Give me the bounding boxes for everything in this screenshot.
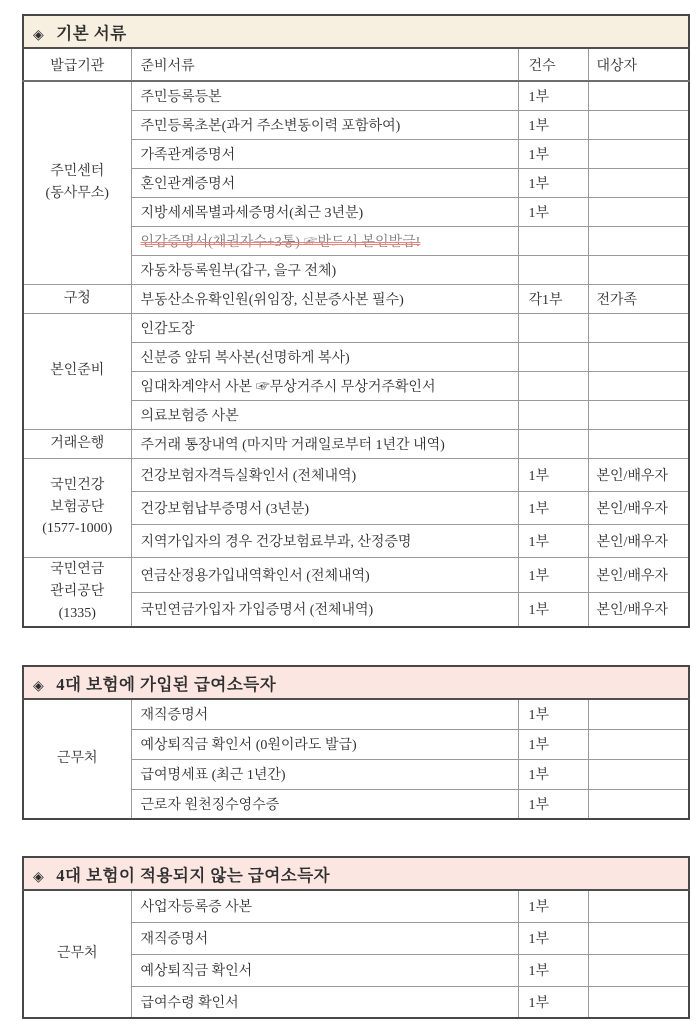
target-cell: [588, 986, 689, 1018]
document-cell: [131, 81, 518, 110]
column-header-count: 건수: [518, 48, 588, 81]
target-cell: 본인/배우자: [588, 557, 689, 592]
agency-cell: [23, 284, 131, 313]
count-cell: [518, 429, 588, 458]
document-cell: [131, 922, 518, 954]
target-cell: [588, 954, 689, 986]
count-cell: 1부: [518, 491, 588, 524]
basic-documents-body: [23, 81, 689, 627]
target-cell: [588, 429, 689, 458]
section-title: 4대 보험에 가입된 급여소득자: [56, 674, 277, 694]
agency-line: (1577-1000): [42, 521, 113, 537]
target-cell: [588, 371, 689, 400]
agency-line: 관리공단: [50, 583, 105, 599]
document-cell: [131, 789, 518, 819]
agency-cell: [23, 313, 131, 429]
document-label: 지역가입자의 경우 건강보험료부과, 산정증명: [140, 534, 412, 550]
document-cell: [131, 284, 518, 313]
agency-line: 거래은행: [50, 435, 105, 451]
document-label: 인감도장: [140, 321, 195, 337]
count-cell: 1부: [518, 524, 588, 557]
agency-line: 국민연금: [50, 562, 105, 578]
document-cell: [131, 168, 518, 197]
target-cell: [588, 255, 689, 284]
document-label: 급여수령 확인서: [140, 995, 239, 1011]
count-cell: 1부: [518, 139, 588, 168]
document-cell: [131, 986, 518, 1018]
count-cell: 1부: [518, 789, 588, 819]
target-cell: [588, 922, 689, 954]
document-label: 지방세세목별과세증명서(최근 3년분): [140, 205, 364, 221]
count-cell: [518, 342, 588, 371]
table-row: [23, 458, 689, 491]
document-cell: [131, 226, 518, 255]
target-cell: [588, 168, 689, 197]
count-cell: 1부: [518, 592, 588, 627]
document-label: 주거래 통장내역 (마지막 거래일로부터 1년간 내역): [140, 437, 445, 453]
table-row: [23, 313, 689, 342]
section-header-cell: [23, 15, 689, 48]
agency-line: (동사무소): [45, 185, 109, 201]
count-cell: [518, 226, 588, 255]
table-row: [23, 81, 689, 110]
document-label: 건강보험납부증명서 (3년분): [140, 501, 310, 517]
document-cell: [131, 458, 518, 491]
uninsured-salary-earner-table: [22, 856, 690, 1019]
document-cell: [131, 557, 518, 592]
table-row: [23, 557, 689, 592]
agency-cell: [23, 890, 131, 1018]
document-label: 연금산정용가입내역확인서 (전체내역): [140, 568, 370, 584]
document-cell: [131, 110, 518, 139]
target-cell: [588, 139, 689, 168]
document-label: 신분증 앞뒤 복사본(선명하게 복사): [140, 350, 350, 366]
document-label: 재직증명서: [140, 708, 209, 724]
count-cell: [518, 255, 588, 284]
section-title: 기본 서류: [56, 23, 127, 43]
count-cell: 1부: [518, 890, 588, 922]
document-label: 급여명세표 (최근 1년간): [140, 768, 286, 783]
diamond-icon: ◈: [33, 26, 44, 43]
count-cell: 1부: [518, 110, 588, 139]
agency-line: (1335): [58, 605, 96, 621]
count-cell: 1부: [518, 986, 588, 1018]
document-label: 부동산소유확인원(위임장, 신분증사본 필수): [140, 292, 404, 308]
agency-cell: [23, 81, 131, 284]
agency-line: 본인준비: [50, 363, 105, 379]
document-label: 사업자등록증 사본: [140, 900, 253, 916]
agency-cell: [23, 458, 131, 557]
document-cell: [131, 313, 518, 342]
target-cell: [588, 789, 689, 819]
document-cell: [131, 759, 518, 789]
table-row: [23, 284, 689, 313]
document-cell: [131, 371, 518, 400]
count-cell: 1부: [518, 954, 588, 986]
document-label: 주민등록등본: [140, 89, 222, 105]
agency-cell: [23, 429, 131, 458]
target-cell: [588, 759, 689, 789]
count-cell: 1부: [518, 168, 588, 197]
table-row: [23, 699, 689, 729]
table-row: [23, 890, 689, 922]
section-header-cell: [23, 666, 689, 699]
count-cell: 1부: [518, 922, 588, 954]
section-title: 4대 보험이 적용되지 않는 급여소득자: [56, 865, 331, 885]
agency-line: 근무처: [56, 751, 98, 767]
document-cell: [131, 699, 518, 729]
target-cell: 본인/배우자: [588, 491, 689, 524]
basic-documents-table: [22, 14, 690, 628]
target-cell: 본인/배우자: [588, 458, 689, 491]
column-header-documents: 준비서류: [131, 48, 518, 81]
count-cell: 1부: [518, 197, 588, 226]
count-cell: [518, 313, 588, 342]
document-cell: [131, 729, 518, 759]
insured-salary-earner-table: [22, 665, 690, 820]
document-label: 예상퇴직금 확인서 (0원이라도 발급): [140, 738, 357, 753]
section-header-row: [23, 857, 689, 890]
count-cell: 1부: [518, 557, 588, 592]
agency-cell: [23, 557, 131, 627]
agency-line: 주민센터: [50, 164, 105, 180]
document-cell: [131, 491, 518, 524]
count-cell: [518, 371, 588, 400]
count-cell: 1부: [518, 729, 588, 759]
document-cell: [131, 890, 518, 922]
document-label: 건강보험자격득실확인서 (전체내역): [140, 468, 357, 484]
document-label: 가족관계증명서: [140, 147, 236, 163]
target-cell: [588, 890, 689, 922]
section-header-row: [23, 15, 689, 48]
document-cell: [131, 400, 518, 429]
target-cell: [588, 110, 689, 139]
document-label: 국민연금가입자 가입증명서 (전체내역): [140, 603, 374, 619]
document-label: 예상퇴직금 확인서: [140, 964, 253, 979]
document-cell: [131, 197, 518, 226]
agency-line: 근무처: [56, 946, 98, 962]
document-cell: [131, 524, 518, 557]
table-row: [23, 429, 689, 458]
column-header-target: 대상자: [588, 48, 689, 81]
document-label-struck: 인감증명서(채권자수+3통) ☞반드시 본인발급!: [140, 234, 421, 250]
document-label: 근로자 원천징수영수증: [140, 797, 280, 813]
document-cell: [131, 954, 518, 986]
target-cell: [588, 197, 689, 226]
section-header-cell: [23, 857, 689, 890]
target-cell: [588, 699, 689, 729]
target-cell: 전가족: [588, 284, 689, 313]
target-cell: [588, 81, 689, 110]
document-cell: [131, 255, 518, 284]
document-cell: [131, 342, 518, 371]
target-cell: [588, 729, 689, 759]
count-cell: [518, 400, 588, 429]
document-cell: [131, 592, 518, 627]
count-cell: 1부: [518, 458, 588, 491]
uninsured-salary-earner-body: [23, 890, 689, 1018]
document-label: 자동차등록원부(갑구, 을구 전체): [140, 263, 337, 279]
agency-cell: [23, 699, 131, 819]
insured-salary-earner-body: [23, 699, 689, 819]
document-label: 재직증명서: [140, 932, 209, 947]
agency-line: 구청: [63, 290, 91, 306]
target-cell: [588, 226, 689, 255]
target-cell: [588, 313, 689, 342]
column-header-agency: 발급기관: [23, 48, 131, 81]
agency-line: 보험공단: [50, 499, 105, 515]
target-cell: 본인/배우자: [588, 524, 689, 557]
document-label: 주민등록초본(과거 주소변동이력 포함하여): [140, 118, 401, 134]
document-label: 의료보험증 사본: [140, 408, 239, 424]
target-cell: [588, 400, 689, 429]
diamond-icon: ◈: [33, 868, 44, 885]
target-cell: 본인/배우자: [588, 592, 689, 627]
document-label: 혼인관계증명서: [140, 176, 236, 192]
count-cell: 각1부: [518, 284, 588, 313]
count-cell: 1부: [518, 759, 588, 789]
document-label: 임대차계약서 사본 ☞무상거주시 무상거주확인서: [140, 379, 436, 395]
document-cell: [131, 139, 518, 168]
target-cell: [588, 342, 689, 371]
agency-line: 국민건강: [50, 477, 105, 493]
diamond-icon: ◈: [33, 677, 44, 694]
count-cell: 1부: [518, 81, 588, 110]
document-cell: [131, 429, 518, 458]
count-cell: 1부: [518, 699, 588, 729]
section-header-row: [23, 666, 689, 699]
column-header-row: [23, 48, 689, 81]
